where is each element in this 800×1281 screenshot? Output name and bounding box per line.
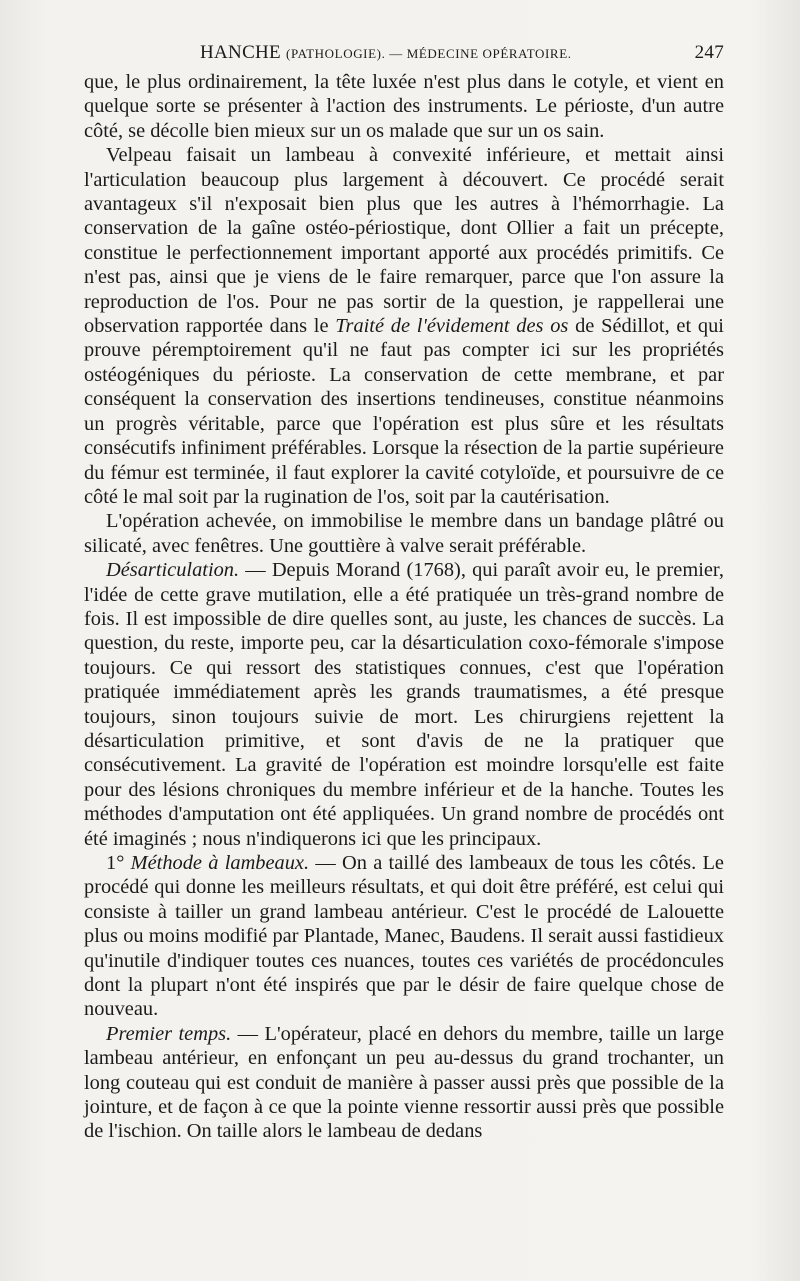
paragraph-4 [84,558,724,851]
body-text [84,70,724,1144]
section-heading-premier-temps: Premier temps. [106,1022,232,1045]
running-title [200,42,572,64]
section-number: 1° [106,852,125,874]
paragraph-2-text-a: Velpeau faisait un lambeau à convexité inférieure, et mettait ainsi l'articulation beaucoup plus largement à découvert. Ce procédé serait avantageux s'il n'exposait bien plus que les autres à l'hémorrhagie. La conservation de la gaîne ostéo-périostique, dont Ollier a fait un précepte, constitue le perfectionnement important apporté aux procédés primitifs. Ce n'est pas, ainsi que je viens de le faire remarquer, parce que l'on assure la reproduction de l'os. Pour ne pas sortir de la question, je rappellerai une observation rapportée dans le [84,144,724,338]
paragraph-5-text: — On a taillé des lambeaux de tous les côtés. Le procédé qui donne les meilleurs résultats, et qui doit être préféré, est celui qui consiste à tailler un grand lambeau antérieur. C'est le procédé de Lalouette plus ou moins modifié par Plantade, Manec, Baudens. Il serait aussi fastidieux qu'inutile d'indiquer toutes ces nuances, toutes ces variétés de procédoncules dont la plupart n'ont été inspirés que par le désir de faire quelque chose de nouveau. [84,852,724,1021]
paragraph-5 [84,851,724,1022]
paragraph-4-text: — Depuis Morand (1768), qui paraît avoir eu, le premier, l'idée de cette grave mutilation, elle a été pratiquée un très-grand nombre de fois. Il est impossible de dire quelles sont, au juste, les chances de succès. La question, du reste, importe peu, car la désarticulation coxo-fémorale s'impose toujours. Ce qui ressort des statistiques connues, c'est que l'opération pratiquée immédiatement après les grands traumatismes, a été presque toujours, sinon toujours suivie de mort. Les chirurgiens rejettent la désarticulation primitive, et sont d'avis de ne la pratiquer que consécutivement. La gravité de l'opération est moindre lorsqu'elle est faite pour des lésions chroniques du membre inférieur et de la hanche. Toutes les méthodes d'amputation ont été appliquées. Un grand nombre de procédés ont été imaginés ; nous n'indiquerons ici que les principaux. [84,559,724,850]
page-number: 247 [694,42,724,63]
paragraph-2 [84,143,724,509]
paragraph-2-text-b: de Sédillot, et qui prouve péremptoirement qu'il ne faut pas compter ici sur les propriétés ostéogéniques du périoste. La conservation de cette membrane, et par conséquent la conservation des insertions tendineuses, constitue néanmoins un progrès véritable, parce que l'opération est plus sûre et les résultats consécutifs infiniment préférables. Lorsque la résection de la partie supérieure du fémur est terminée, il faut explorer la cavité cotyloïde, et poursuivre de ce côté le mal soit par la rugination de l'os, soit par la cautérisation. [84,315,724,508]
paragraph-6 [84,1022,724,1144]
book-title: Traité de l'évidement des os [335,315,569,338]
running-title-sub: (PATHOLOGIE). — MÉDECINE OPÉRATOIRE. [286,46,572,61]
paragraph-3: L'opération achevée, on immobilise le membre dans un bandage plâtré ou silicaté, avec fenêtres. Une gouttière à valve serait préférable. [84,510,724,557]
section-heading-methode: Méthode à lambeaux. [130,852,310,874]
paragraph-6-text: — L'opérateur, placé en dehors du membre, taille un large lambeau antérieur, en enfonçant un peu au-dessus du grand trochanter, un long couteau qui est conduit de manière à passer aussi près que possible de la jointure, et de façon à ce que la pointe vienne ressortir aussi près que possible de l'ischion. On taille alors le lambeau de dedans [84,1022,724,1143]
paragraph-1: que, le plus ordinairement, la tête luxée n'est plus dans le cotyle, et vient en quelque sorte se présenter à l'action des instruments. Le périoste, d'un autre côté, se décolle bien mieux sur un os malade que sur un os sain. [84,71,724,142]
running-title-main: HANCHE [200,42,281,63]
section-heading-desarticulation: Désarticulation. [106,559,240,582]
running-head [84,42,724,70]
